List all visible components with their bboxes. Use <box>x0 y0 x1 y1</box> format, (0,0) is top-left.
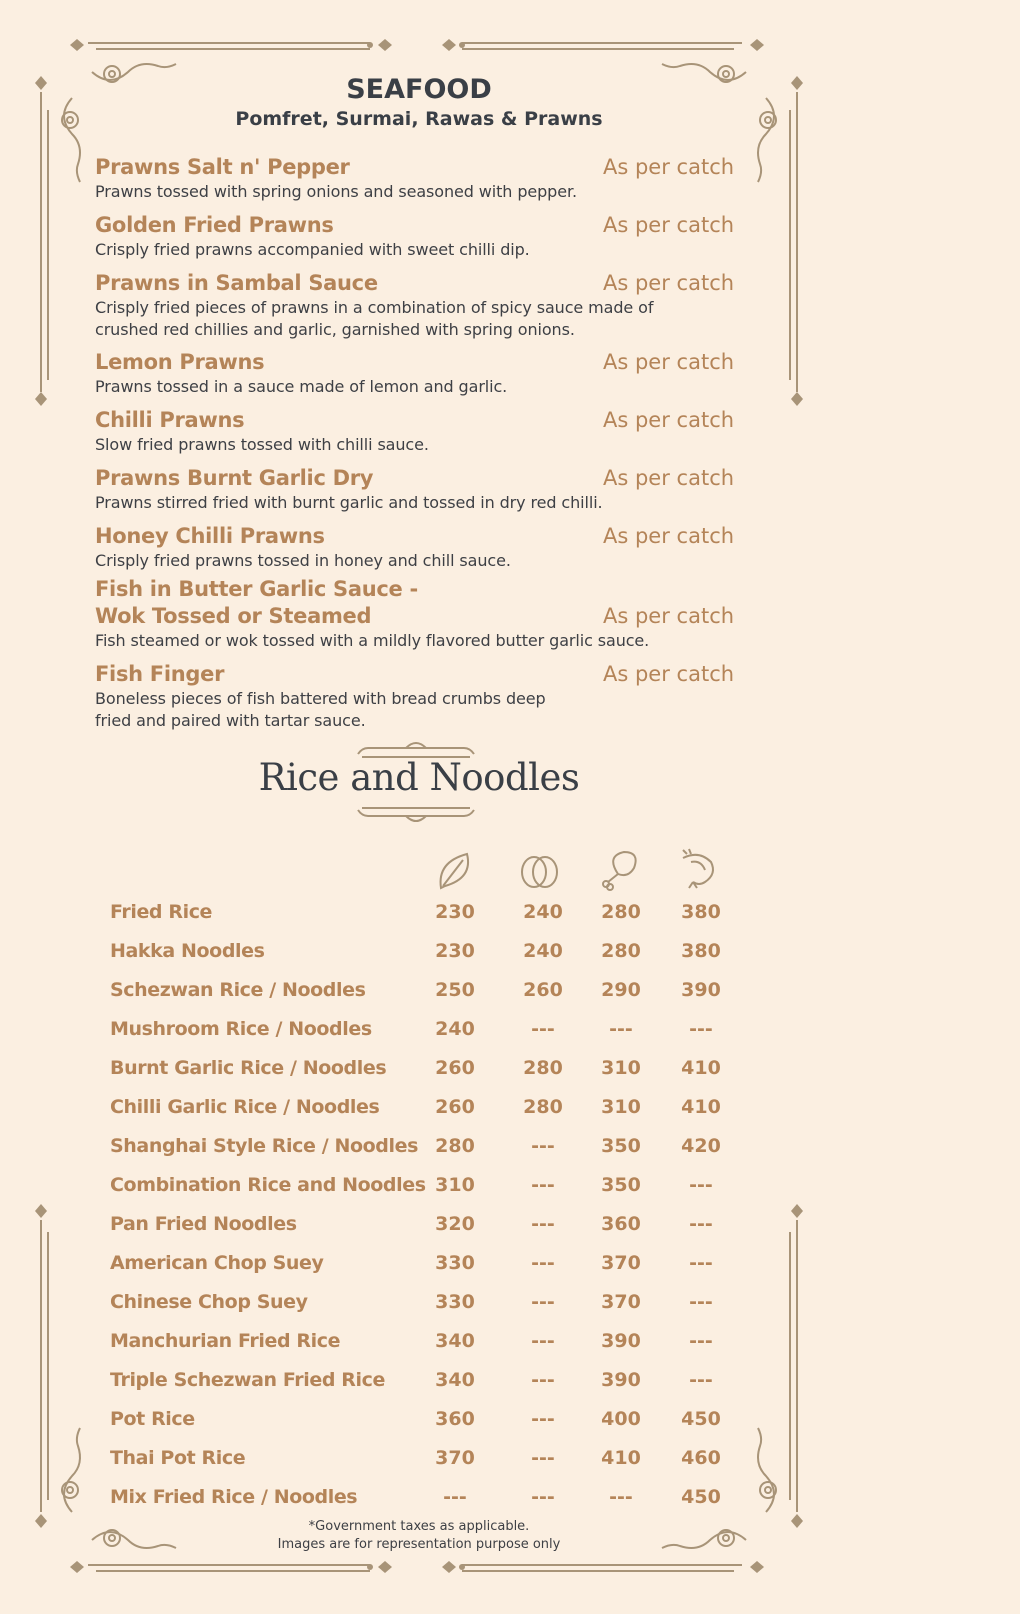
dish-name: Chilli Garlic Rice / Noodles <box>110 1096 380 1118</box>
price-egg: --- <box>531 1213 555 1235</box>
table-row <box>0 1092 760 1131</box>
seafood-section-title: SEAFOOD <box>346 74 492 105</box>
price-chicken: 350 <box>601 1174 641 1196</box>
price-veg: 260 <box>435 1057 475 1079</box>
price-prawn: 450 <box>681 1408 721 1430</box>
price-prawn: 380 <box>681 901 721 923</box>
price-egg: --- <box>531 1252 555 1274</box>
price-chicken: 370 <box>601 1252 641 1274</box>
price-chicken: 370 <box>601 1291 641 1313</box>
menu-item <box>95 154 745 203</box>
table-row <box>0 1404 760 1443</box>
seafood-section-subtitle: Pomfret, Surmai, Rawas & Prawns <box>235 108 603 130</box>
price-prawn: 410 <box>681 1096 721 1118</box>
table-row <box>0 897 760 936</box>
price-egg: 240 <box>523 940 563 962</box>
price-egg: 260 <box>523 979 563 1001</box>
price-veg: 330 <box>435 1252 475 1274</box>
price-egg: 240 <box>523 901 563 923</box>
table-row <box>0 1131 760 1170</box>
table-row <box>0 1170 760 1209</box>
item-name: Prawns in Sambal Sauce <box>95 271 378 295</box>
menu-item <box>95 407 745 456</box>
veg-leaf-icon <box>433 848 477 892</box>
price-egg: --- <box>531 1174 555 1196</box>
price-chicken: --- <box>609 1486 633 1508</box>
item-price: As per catch <box>603 350 735 374</box>
item-name: Fish Finger <box>95 662 225 686</box>
item-description: Prawns tossed in a sauce made of lemon and garlic. <box>95 377 508 396</box>
menu-item <box>95 212 745 261</box>
price-veg: --- <box>443 1486 467 1508</box>
price-chicken: 400 <box>601 1408 641 1430</box>
item-name: Honey Chilli Prawns <box>95 524 325 548</box>
item-name: Prawns Salt n' Pepper <box>95 155 350 179</box>
table-row <box>0 1287 760 1326</box>
dish-name: Schezwan Rice / Noodles <box>110 979 366 1001</box>
item-description: Prawns tossed with spring onions and seasoned with pepper. <box>95 182 577 201</box>
item-description: Crisply fried pieces of prawns in a combination of spicy sauce made of crushed red chillies and garlic, garnished with spring onions. <box>95 298 654 339</box>
image-disclaimer: Images are for representation purpose only <box>277 1537 561 1552</box>
tax-note: *Government taxes as applicable. <box>308 1519 530 1534</box>
table-row <box>0 1443 760 1482</box>
price-prawn: 410 <box>681 1057 721 1079</box>
price-prawn: --- <box>689 1291 713 1313</box>
dish-name: Combination Rice and Noodles <box>110 1174 426 1196</box>
dish-name: Mix Fried Rice / Noodles <box>110 1486 358 1508</box>
item-name-line1: Fish in Butter Garlic Sauce - <box>95 577 418 601</box>
table-row <box>0 936 760 975</box>
price-egg: --- <box>531 1291 555 1313</box>
menu-item <box>95 523 745 572</box>
table-row <box>0 1209 760 1248</box>
dish-name: American Chop Suey <box>110 1252 324 1274</box>
menu-item <box>95 661 735 732</box>
price-egg: 280 <box>523 1096 563 1118</box>
dish-name: Chinese Chop Suey <box>110 1291 308 1313</box>
price-chicken: 290 <box>601 979 641 1001</box>
price-egg: --- <box>531 1018 555 1040</box>
price-veg: 320 <box>435 1213 475 1235</box>
table-row <box>0 1014 760 1053</box>
dish-name: Hakka Noodles <box>110 940 265 962</box>
price-chicken: 390 <box>601 1330 641 1352</box>
price-veg: 240 <box>435 1018 475 1040</box>
item-name: Golden Fried Prawns <box>95 213 334 237</box>
price-egg: --- <box>531 1447 555 1469</box>
price-prawn: --- <box>689 1018 713 1040</box>
price-veg: 370 <box>435 1447 475 1469</box>
item-price: As per catch <box>603 155 735 179</box>
price-egg: 280 <box>523 1057 563 1079</box>
price-egg: --- <box>531 1408 555 1430</box>
item-description: Crisply fried prawns tossed in honey and chill sauce. <box>95 551 511 570</box>
item-description: Boneless pieces of fish battered with bread crumbs deep fried and paired with tartar sauce. <box>95 689 546 730</box>
item-price: As per catch <box>603 604 735 628</box>
price-egg: --- <box>531 1369 555 1391</box>
price-veg: 250 <box>435 979 475 1001</box>
menu-item <box>95 576 745 652</box>
price-prawn: --- <box>689 1369 713 1391</box>
price-chicken: 390 <box>601 1369 641 1391</box>
table-row <box>0 1482 760 1521</box>
price-chicken: 350 <box>601 1135 641 1157</box>
table-row <box>0 1365 760 1404</box>
chicken-leg-icon <box>598 848 642 892</box>
price-veg: 340 <box>435 1369 475 1391</box>
price-chicken: 310 <box>601 1057 641 1079</box>
dish-name: Mushroom Rice / Noodles <box>110 1018 372 1040</box>
item-price: As per catch <box>603 662 735 686</box>
table-row <box>0 1326 760 1365</box>
item-name: Prawns Burnt Garlic Dry <box>95 466 374 490</box>
price-prawn: 450 <box>681 1486 721 1508</box>
price-prawn: --- <box>689 1213 713 1235</box>
item-price: As per catch <box>603 524 735 548</box>
item-price: As per catch <box>603 271 735 295</box>
item-description: Prawns stirred fried with burnt garlic and tossed in dry red chilli. <box>95 493 603 512</box>
dish-name: Triple Schezwan Fried Rice <box>110 1369 385 1391</box>
table-row <box>0 1053 760 1092</box>
price-veg: 280 <box>435 1135 475 1157</box>
price-prawn: 390 <box>681 979 721 1001</box>
price-egg: --- <box>531 1330 555 1352</box>
price-veg: 230 <box>435 940 475 962</box>
table-row <box>0 975 760 1014</box>
rice-section-title: Rice and Noodles <box>258 756 580 799</box>
item-description: Crisply fried prawns accompanied with sweet chilli dip. <box>95 240 530 259</box>
item-price: As per catch <box>603 408 735 432</box>
price-chicken: 410 <box>601 1447 641 1469</box>
dish-name: Burnt Garlic Rice / Noodles <box>110 1057 387 1079</box>
price-veg: 340 <box>435 1330 475 1352</box>
item-description: Fish steamed or wok tossed with a mildly flavored butter garlic sauce. <box>95 631 650 650</box>
menu-item <box>95 270 735 341</box>
price-prawn: 380 <box>681 940 721 962</box>
price-veg: 260 <box>435 1096 475 1118</box>
price-prawn: --- <box>689 1252 713 1274</box>
dish-name: Pan Fried Noodles <box>110 1213 297 1235</box>
item-description: Slow fried prawns tossed with chilli sauce. <box>95 435 429 454</box>
egg-icon <box>518 848 562 892</box>
table-row <box>0 1248 760 1287</box>
price-prawn: 460 <box>681 1447 721 1469</box>
dish-name: Fried Rice <box>110 901 213 923</box>
dish-name: Thai Pot Rice <box>110 1447 246 1469</box>
price-chicken: --- <box>609 1018 633 1040</box>
item-name: Wok Tossed or Steamed <box>95 604 372 628</box>
price-chicken: 360 <box>601 1213 641 1235</box>
prawn-icon <box>677 848 721 892</box>
price-veg: 230 <box>435 901 475 923</box>
dish-name: Shanghai Style Rice / Noodles <box>110 1135 418 1157</box>
menu-item <box>95 349 745 398</box>
price-veg: 330 <box>435 1291 475 1313</box>
price-egg: --- <box>531 1486 555 1508</box>
price-chicken: 310 <box>601 1096 641 1118</box>
dish-name: Pot Rice <box>110 1408 195 1430</box>
price-veg: 310 <box>435 1174 475 1196</box>
price-egg: --- <box>531 1135 555 1157</box>
dish-name: Manchurian Fried Rice <box>110 1330 341 1352</box>
price-chicken: 280 <box>601 940 641 962</box>
item-name: Chilli Prawns <box>95 408 245 432</box>
price-prawn: --- <box>689 1330 713 1352</box>
price-veg: 360 <box>435 1408 475 1430</box>
price-chicken: 280 <box>601 901 641 923</box>
item-price: As per catch <box>603 213 735 237</box>
item-name: Lemon Prawns <box>95 350 265 374</box>
item-price: As per catch <box>603 466 735 490</box>
menu-item <box>95 465 745 514</box>
price-prawn: 420 <box>681 1135 721 1157</box>
price-prawn: --- <box>689 1174 713 1196</box>
